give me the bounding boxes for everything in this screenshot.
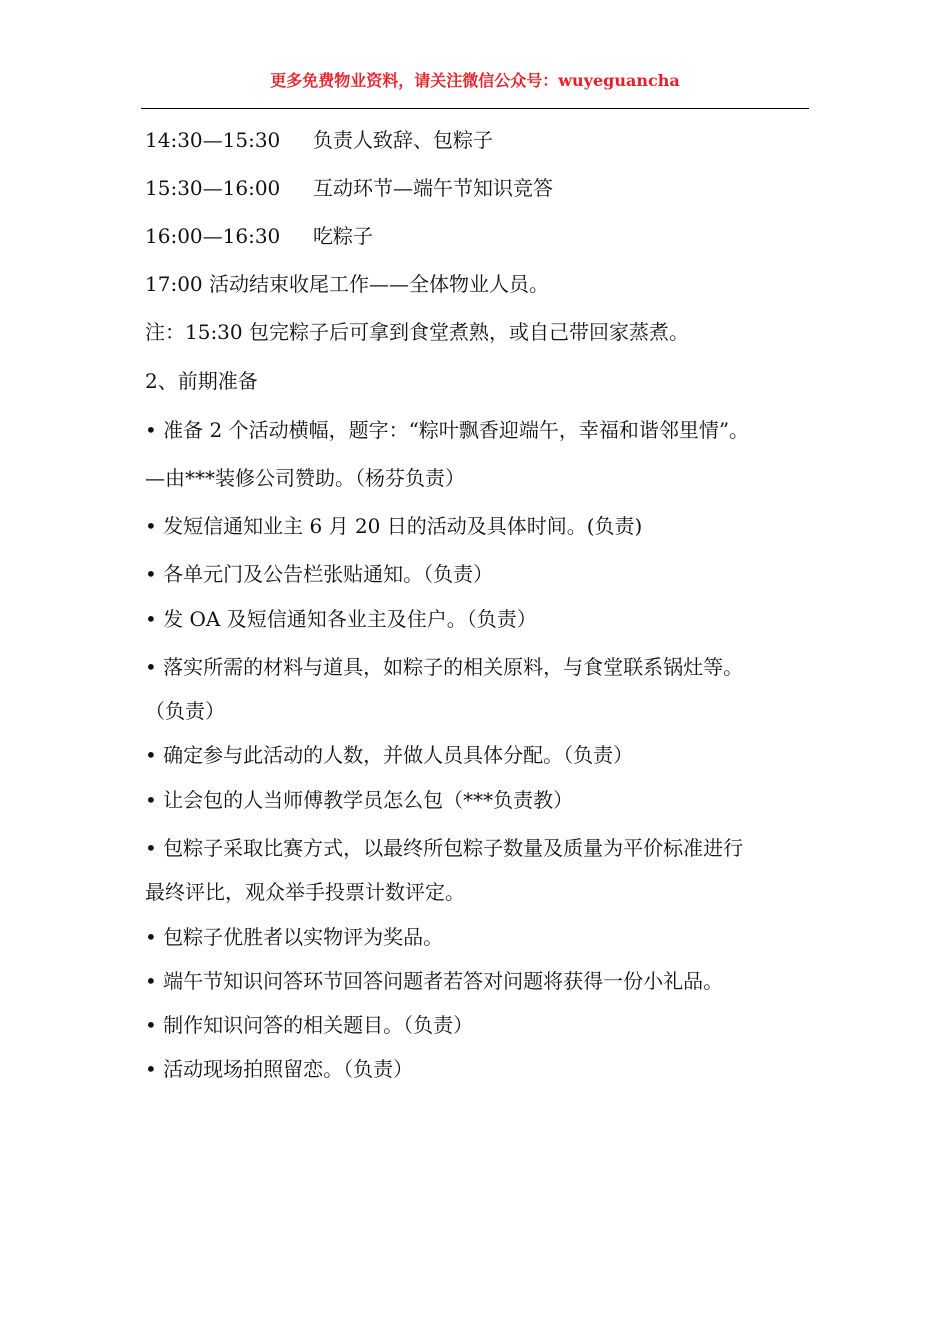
header-divider bbox=[141, 108, 809, 109]
bullet-item: • 制作知识问答的相关题目。（负责） bbox=[145, 1013, 474, 1037]
bullet-item: • 活动现场拍照留恋。（负责） bbox=[145, 1057, 414, 1081]
bullet-item: • 发 OA 及短信通知各业主及住户。（负责） bbox=[145, 607, 537, 631]
section-title: 2、前期准备 bbox=[145, 369, 258, 393]
bullet-item: • 发短信通知业主 6 月 20 日的活动及具体时间。(负责) bbox=[145, 514, 643, 538]
schedule-activity: 吃粽子 bbox=[313, 224, 373, 248]
schedule-activity: 负责人致辞、包粽子 bbox=[313, 128, 493, 152]
end-line: 17:00 活动结束收尾工作——全体物业人员。 bbox=[145, 272, 549, 296]
bullet-continuation: （负责） bbox=[145, 699, 225, 723]
schedule-time: 14:30—15:30 bbox=[145, 128, 281, 152]
bullet-continuation: 最终评比，观众举手投票计数评定。 bbox=[145, 880, 465, 904]
schedule-row bbox=[145, 127, 493, 153]
bullet-item: • 落实所需的材料与道具，如粽子的相关原料，与食堂联系锅灶等。 bbox=[145, 655, 744, 679]
schedule-activity: 互动环节—端午节知识竞答 bbox=[313, 176, 553, 200]
header-banner-text: 更多免费物业资料，请关注微信公众号：wuyeguancha bbox=[270, 71, 680, 90]
bullet-item: • 包粽子优胜者以实物评为奖品。 bbox=[145, 925, 444, 949]
bullet-item: • 包粽子采取比赛方式，以最终所包粽子数量及质量为平价标准进行 bbox=[145, 836, 744, 860]
bullet-item: • 让会包的人当师傅教学员怎么包（***负责教） bbox=[145, 788, 574, 812]
schedule-time: 16:00—16:30 bbox=[145, 224, 281, 248]
schedule-row bbox=[145, 223, 373, 249]
note-line: 注：15:30 包完粽子后可拿到食堂煮熟，或自己带回家蒸煮。 bbox=[145, 320, 689, 344]
bullet-item: • 确定参与此活动的人数，并做人员具体分配。（负责） bbox=[145, 743, 634, 767]
schedule-time: 15:30—16:00 bbox=[145, 176, 281, 200]
bullet-item: • 准备 2 个活动横幅，题字：“粽叶飘香迎端午，幸福和谐邻里情”。 bbox=[145, 418, 750, 442]
bullet-item: • 端午节知识问答环节回答问题者若答对问题将获得一份小礼品。 bbox=[145, 969, 724, 993]
bullet-continuation: —由***装修公司赞助。（杨芬负责） bbox=[145, 466, 465, 490]
bullet-item: • 各单元门及公告栏张贴通知。（负责） bbox=[145, 562, 494, 586]
schedule-row bbox=[145, 175, 553, 201]
